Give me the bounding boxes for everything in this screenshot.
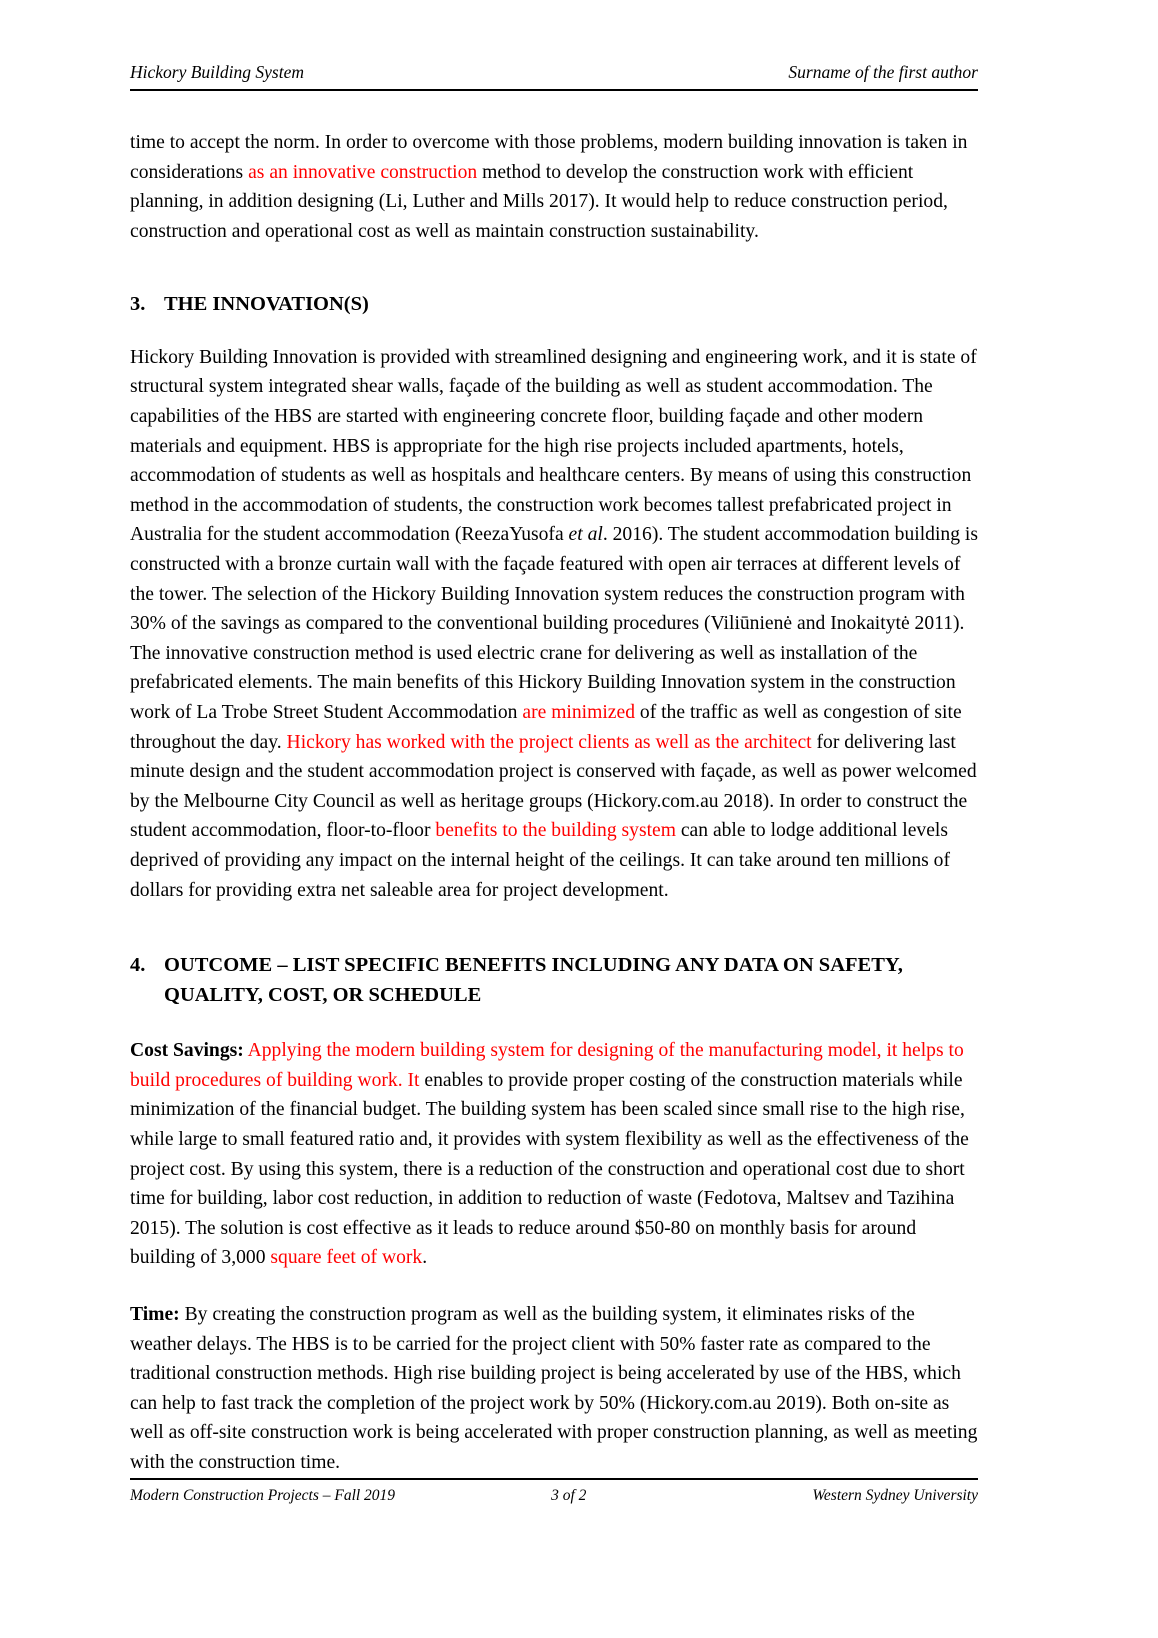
section-4-number: 4.	[130, 954, 146, 977]
cost-savings-seg-3-highlighted: square feet of work	[270, 1247, 423, 1269]
section-3-title: THE INNOVATION(S)	[164, 293, 369, 316]
section-3-number: 3.	[130, 293, 146, 316]
s3-seg-5: of the traffic as well as congestion of site throughout the day.	[130, 702, 962, 753]
s3-seg-7: for delivering last minute design and the student accommodation project is conserved with façade, as well as power welcomed by the Melbourne City Council as well as heritage groups (Hickory.com.au 2018). In order to construct the student accommodation, floor-to-floor	[130, 731, 977, 842]
footer-page-number: 3 of 2	[551, 1487, 587, 1504]
s3-seg-9: can able to lodge additional levels deprived of providing any impact on the internal height of the ceilings. It can take around ten millions of dollars for providing extra net saleable area for project development.	[130, 820, 950, 901]
s3-seg-1: Hickory Building Innovation is provided with streamlined designing and engineering work, and it is state of structural system integrated shear walls, façade of the building as well as student accommodation. The capabilities of the HBS are started with engineering concrete floor, building façade and other modern materials and equipment. HBS is appropriate for the high rise projects included apartments, hotels, accommodation of students as well as hospitals and healthcare centers. By means of using this construction method in the accommodation of students, the construction work becomes tallest prefabricated project in Australia for the student accommodation (ReezaYusofa	[130, 346, 977, 546]
footer-left-text: Modern Construction Projects – Fall 2019	[130, 1487, 396, 1504]
cost-savings-seg-2: enables to provide proper costing of the construction materials while minimization of the financial budget. The building system has been scaled since small rise to the high rise, while large to small featured ratio and, it provides with system flexibility as well as the effectiveness of the project cost. By using this system, there is a reduction of the construction and operational cost due to short time for building, labor cost reduction, in addition to reduction of waste (Fedotova, Maltsev and Tazihina 2015). The solution is cost effective as it leads to reduce around $50-80 on monthly basis for around building of 3,000	[130, 1069, 969, 1269]
cost-savings-seg-4: .	[422, 1247, 428, 1269]
intro-paragraph	[130, 128, 978, 246]
header-right-text: Surname of the first author	[788, 62, 978, 82]
s3-seg-6-highlighted: Hickory has worked with the project clients as well as the architect	[286, 731, 812, 753]
time-text: By creating the construction program as well as the building system, it eliminates risks of the weather delays. The HBS is to be carried for the project client with 50% faster rate as compared to the traditional construction methods. High rise building project is being accelerated by use of the HBS, which can help to fast track the completion of the project work by 50% (Hickory.com.au 2019). Both on-site as well as off-site construction work is being accelerated with proper construction planning, as well as meeting with the construction time.	[130, 1303, 978, 1473]
section-3-paragraph	[130, 343, 978, 905]
document-body	[130, 128, 978, 1477]
time-paragraph	[130, 1300, 978, 1478]
section-4-heading	[130, 951, 978, 1010]
cost-savings-seg-1-highlighted: Applying the modern building system for designing of the manufacturing model, it helps to build procedures of building work. It	[130, 1040, 964, 1091]
intro-seg-3: method to develop the construction work with efficient planning, in addition designing (Li, Luther and Mills 2017). It would help to reduce construction period, construction and operational cost as well as maintain construction sustainability.	[130, 161, 948, 242]
intro-seg-1: time to accept the norm. In order to overcome with those problems, modern building innovation is taken in considerations	[130, 132, 968, 183]
running-header	[130, 62, 978, 91]
s3-seg-3: . 2016). The student accommodation building is constructed with a bronze curtain wall with the façade featured with open air terraces at different levels of the tower. The selection of the Hickory Building Innovation system reduces the construction program with 30% of the savings as compared to the conventional building procedures (Viliūnienė and Inokaitytė 2011). The innovative construction method is used electric crane for delivering as well as installation of the prefabricated elements. The main benefits of this Hickory Building Innovation system in the construction work of La Trobe Street Student Accommodation	[130, 524, 978, 723]
s3-seg-4-highlighted: are minimized	[522, 702, 635, 723]
section-3-heading	[130, 290, 978, 320]
cost-savings-label: Cost Savings:	[130, 1040, 244, 1062]
header-left-text: Hickory Building System	[130, 62, 304, 82]
cost-savings-paragraph	[130, 1036, 978, 1273]
s3-seg-2-italic: et al	[568, 524, 603, 546]
s3-seg-8-highlighted: benefits to the building system	[435, 820, 676, 842]
section-4-title: OUTCOME – LIST SPECIFIC BENEFITS INCLUDING ANY DATA ON SAFETY, QUALITY, COST, OR SCHEDULE	[164, 954, 903, 1006]
footer-right-text: Western Sydney University	[812, 1487, 978, 1504]
time-label: Time:	[130, 1303, 180, 1325]
running-footer	[130, 1478, 978, 1505]
intro-seg-2-highlighted: as an innovative construction	[248, 161, 478, 183]
